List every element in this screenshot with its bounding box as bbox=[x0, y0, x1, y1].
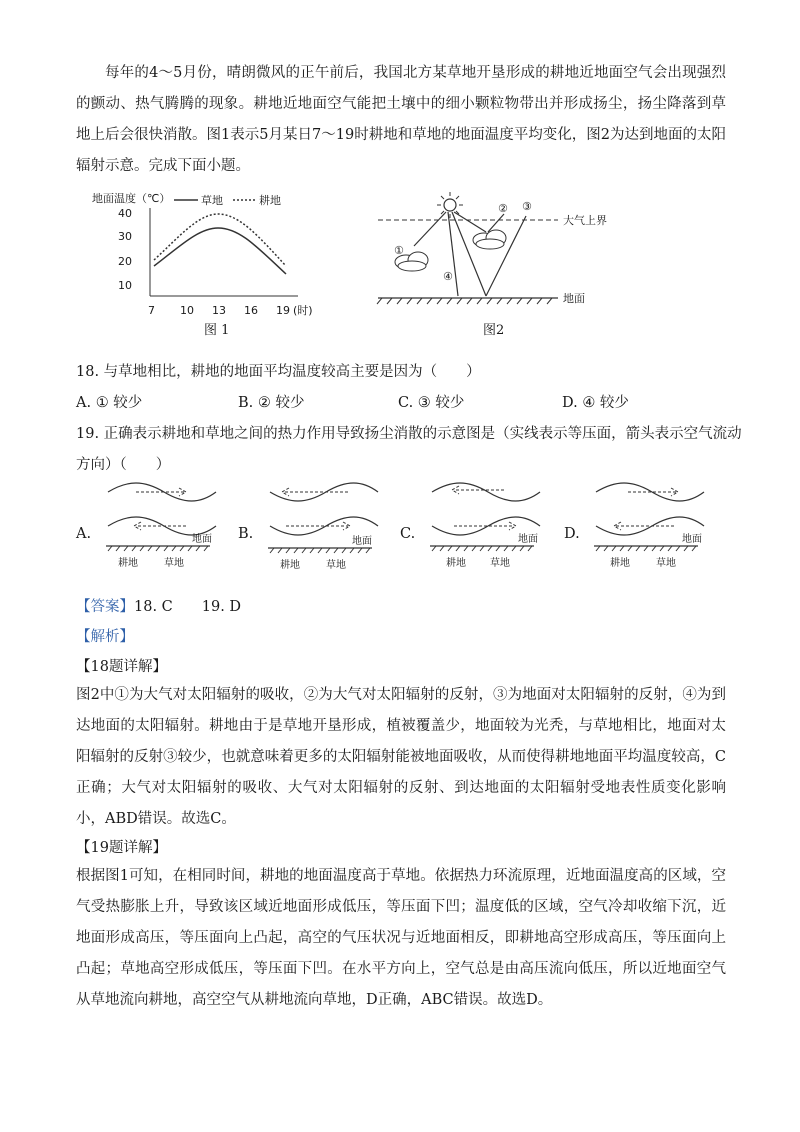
q19-letter-b: B. bbox=[238, 526, 254, 542]
q19-stem-line1: 19. 正确表示耕地和草地之间的热力作用导致扬尘消散的示意图是（实线表示等压面，箭头表示空气流动 bbox=[76, 426, 742, 442]
ground-hatch bbox=[270, 548, 370, 553]
fig1-xtick: 16 bbox=[244, 304, 258, 317]
fig2-marker-4: ④ bbox=[443, 270, 453, 283]
answer-text: 18. C 19. D bbox=[134, 599, 242, 615]
q18-option-c: C. ③ 较少 bbox=[398, 395, 465, 411]
q19-diagram-d bbox=[588, 478, 718, 578]
detail19-text: 根据图1可知，在相同时间，耕地的地面温度高于草地。依据热力环流原理，近地面温度高的区域，空气受热膨胀上升，导致该区域近地面形成低压，等压面下凹；温度低的区域，空气冷却收缩下沉，近地面形成高压，等压面向上凸起，高空的气压状况与近地面相反，即耕地高空形成高压，等压面向上凸起；草地高空形成低压，等压面下凹。在水平方向上，空气总是由高压流向低压，所以近地面空气从草地流向耕地，高空空气从耕地流向草地，D正确，ABC错误。故选D。 bbox=[76, 868, 726, 1008]
q18-option-a: A. ① 较少 bbox=[76, 395, 143, 411]
fig2-marker-1: ① bbox=[394, 244, 404, 257]
ground-hatch bbox=[596, 546, 696, 551]
fig1-xtick: 13 bbox=[212, 304, 226, 317]
analysis-tag: 【解析】 bbox=[76, 629, 134, 645]
q19-diagram-a bbox=[100, 478, 230, 578]
grass-label: 草地 bbox=[490, 558, 510, 569]
fig1-xunit: (时) bbox=[293, 304, 313, 317]
isobar-lower bbox=[108, 517, 216, 535]
arrow-upper-left bbox=[282, 488, 348, 496]
grass-label: 草地 bbox=[326, 560, 346, 571]
q19-letter-c: C. bbox=[400, 526, 416, 542]
q18-option-b: B. ② 较少 bbox=[238, 395, 305, 411]
fig1-xtick: 7 bbox=[148, 304, 155, 317]
fig2-marker-2: ② bbox=[498, 202, 508, 215]
ground-label: 地面 bbox=[352, 536, 372, 547]
arrow-lower-left bbox=[614, 522, 674, 530]
isobar-upper bbox=[432, 483, 540, 501]
arrow-upper-right bbox=[628, 488, 678, 496]
detail18-text: 图2中①为大气对太阳辐射的吸收，②为大气对太阳辐射的反射，③为地面对太阳辐射的反射，④为到达地面的太阳辐射。耕地由于是草地开垦形成，植被覆盖少，地面较为光秃，与草地相比，地面对太阳辐射的反射③较少，也就意味着更多的太阳辐射能被地面吸收，从而使得耕地地面平均温度较高，C正确；大气对太阳辐射的吸收、大气对太阳辐射的反射、到达地面的太阳辐射受地表性质变化影响小，ABD错误。故选C。 bbox=[76, 687, 726, 827]
fig2-marker-3: ③ bbox=[522, 200, 532, 213]
cloud-icon bbox=[473, 230, 506, 249]
q18-stem: 18. 与草地相比，耕地的地面平均温度较高主要是因为（ ） bbox=[76, 364, 481, 380]
ray-2-reflect bbox=[488, 214, 504, 232]
farm-label: 耕地 bbox=[118, 558, 138, 569]
grass-label: 草地 bbox=[164, 558, 184, 569]
q19-diagram-b bbox=[262, 478, 392, 578]
fig2-ground-label: 地面 bbox=[563, 292, 585, 305]
q18-option-d: D. ④ 较少 bbox=[562, 395, 629, 411]
fig1-legend-farm: 耕地 bbox=[259, 194, 281, 207]
fig1-ytick: 20 bbox=[118, 255, 132, 268]
ground-hatch bbox=[432, 546, 532, 551]
fig1-ytick: 40 bbox=[118, 207, 132, 220]
detail19-tag: 【19题详解】 bbox=[76, 840, 167, 856]
ground-label: 地面 bbox=[682, 534, 702, 545]
fig1-caption: 图 1 bbox=[204, 323, 230, 338]
fig1-legend-grass: 草地 bbox=[201, 194, 223, 207]
figure-2-diagram bbox=[370, 188, 620, 318]
answer-line bbox=[76, 597, 241, 617]
q19-stem-line2: 方向）（ ） bbox=[76, 457, 171, 473]
grass-label: 草地 bbox=[656, 558, 676, 569]
ground-hatch bbox=[377, 298, 552, 304]
ground-label: 地面 bbox=[518, 534, 538, 545]
q19-letter-a: A. bbox=[76, 526, 92, 542]
farm-label: 耕地 bbox=[446, 558, 466, 569]
ground-hatch bbox=[108, 546, 208, 551]
farm-label: 耕地 bbox=[280, 560, 300, 571]
detail18-tag: 【18题详解】 bbox=[76, 659, 167, 675]
answer-tag: 【答案】 bbox=[76, 599, 134, 615]
fig1-xtick: 10 bbox=[180, 304, 194, 317]
sun-icon bbox=[437, 192, 463, 218]
fig2-upper-label: 大气上界 bbox=[563, 214, 607, 227]
fig1-ylabel: 地面温度（℃） bbox=[92, 192, 171, 205]
q19-letter-d: D. bbox=[564, 526, 580, 542]
fig1-ytick: 10 bbox=[118, 279, 132, 292]
arrow-lower-right bbox=[454, 522, 516, 530]
fig1-farm-curve bbox=[154, 214, 286, 266]
isobar-lower bbox=[596, 517, 704, 535]
fig1-grass-curve bbox=[154, 228, 286, 274]
q19-diagram-c bbox=[424, 478, 554, 578]
fig1-ytick: 30 bbox=[118, 230, 132, 243]
fig1-xtick: 19 bbox=[276, 304, 290, 317]
intro-paragraph: 每年的4～5月份，晴朗微风的正午前后，我国北方某草地开垦形成的耕地近地面空气会出现强烈的颤动、热气腾腾的现象。耕地近地面空气能把土壤中的细小颗粒物带出并形成扬尘，扬尘降落到草地上后会很快消散。图1表示5月某日7～19时耕地和草地的地面温度平均变化，图2为达到地面的太阳辐射示意。完成下面小题。 bbox=[76, 65, 726, 174]
fig2-caption: 图2 bbox=[483, 323, 505, 338]
ray-1 bbox=[414, 212, 446, 246]
arrow-upper-right bbox=[136, 488, 186, 496]
ground-label: 地面 bbox=[192, 534, 212, 545]
farm-label: 耕地 bbox=[610, 558, 630, 569]
arrow-lower-right bbox=[286, 522, 350, 530]
